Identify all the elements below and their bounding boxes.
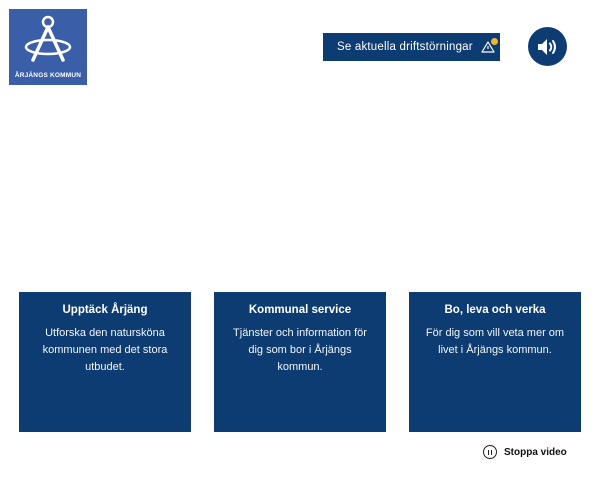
stop-video-button[interactable]: [483, 445, 567, 459]
card-text: Tjänster och information för dig som bor i Årjängs kommun.: [233, 327, 367, 373]
warning-icon: [481, 40, 495, 54]
card-live-and-work[interactable]: [409, 292, 581, 432]
card-municipal-service[interactable]: [214, 292, 386, 432]
service-disruptions-label: Se aktuella driftstörningar: [337, 41, 473, 53]
card-text: Utforska den natursköna kommunen med det stora utbudet.: [42, 327, 168, 373]
card-discover-arjang[interactable]: [19, 292, 191, 432]
stop-video-label: Stoppa video: [504, 446, 567, 458]
municipality-logo[interactable]: [9, 9, 87, 85]
pause-icon: [483, 445, 497, 459]
logo-emblem-icon: [23, 14, 73, 66]
notification-dot: [491, 38, 498, 45]
card-title: Bo, leva och verka: [444, 304, 546, 316]
service-disruptions-button[interactable]: [323, 33, 500, 61]
card-text: För dig som vill veta mer om livet i Årjängs kommun.: [425, 327, 565, 356]
logo-text: ÅRJÄNGS KOMMUN: [14, 72, 82, 79]
speaker-icon: [536, 37, 560, 57]
card-title: Kommunal service: [248, 304, 352, 316]
card-title: Upptäck Årjäng: [62, 304, 148, 316]
sound-toggle-button[interactable]: [528, 27, 567, 66]
